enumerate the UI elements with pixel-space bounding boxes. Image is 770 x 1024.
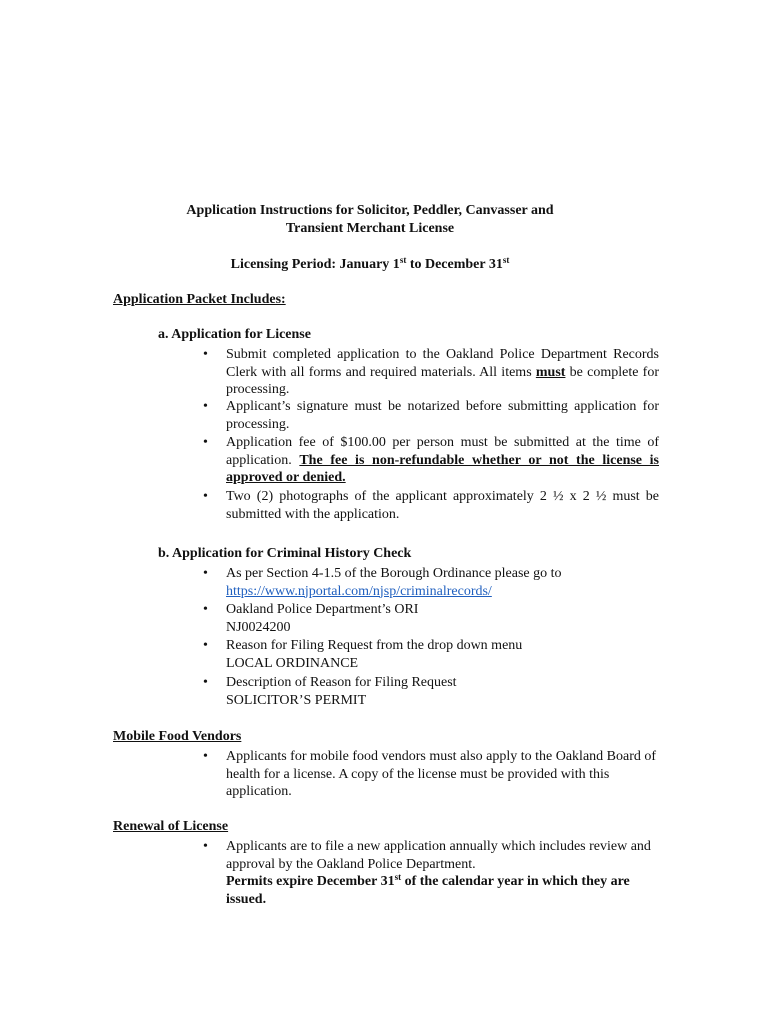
list-item (203, 488, 659, 523)
list-item-text: Two (2) photographs of the applicant approximately 2 ½ x 2 ½ must be submitted with the application. (226, 489, 659, 522)
section-b-title: b. Application for Criminal History Check (158, 546, 412, 561)
list-item-text: As per Section 4-1.5 of the Borough Ordinance please go to (226, 566, 562, 581)
permit-expiry-sup: st (394, 872, 402, 882)
document-title-line-2: Transient Merchant License (285, 221, 455, 236)
packet-heading: Application Packet Includes: (113, 292, 286, 307)
bullet-icon: • (203, 839, 208, 854)
criminal-records-link[interactable]: https://www.njportal.com/njsp/criminalrecords/ (226, 583, 492, 599)
mobile-vendors-list (203, 748, 659, 801)
list-item (203, 346, 659, 398)
list-item-text: Reason for Filing Request from the drop down menu (226, 638, 523, 653)
mobile-vendors-heading: Mobile Food Vendors (113, 729, 242, 744)
bullet-icon: • (203, 602, 208, 617)
section-a-list (203, 346, 659, 523)
list-item (203, 601, 659, 637)
bullet-icon: • (203, 399, 208, 414)
section-a-title: a. Application for License (158, 327, 311, 342)
list-item (203, 398, 659, 434)
bullet-icon: • (203, 435, 208, 450)
section-b-list (203, 565, 659, 709)
renewal-heading: Renewal of License (113, 819, 229, 834)
ori-value: NJ0024200 (226, 619, 291, 635)
permit-expiry-notice (226, 874, 630, 907)
list-item (203, 748, 659, 801)
list-item (203, 434, 659, 488)
list-item-text: Application fee of $100.00 per person must be submitted at the time of application. (226, 435, 659, 468)
list-item-text: Applicants are to file a new application annually which includes review and approval by the Oakland Police Department. (226, 839, 651, 872)
list-item-text: Submit completed application to the Oakland Police Department Records Clerk with all forms and required materials. All items (226, 347, 659, 380)
permit-expiry-suffix: of the calendar year in which they are issued. (226, 874, 630, 907)
list-item-emphasis: The fee is non-refundable whether or not the license is approved or denied. (226, 452, 659, 485)
list-item (203, 674, 659, 709)
licensing-period (0, 256, 740, 274)
list-item-tail: be complete for processing. (226, 364, 659, 397)
licensing-period-sup-1: st (399, 255, 407, 265)
licensing-period-prefix: Licensing Period: January 1 (230, 257, 400, 272)
licensing-period-middle: to December 31 (406, 257, 503, 272)
list-item-text: Description of Reason for Filing Request (226, 675, 457, 690)
renewal-list (203, 838, 659, 908)
list-item-text: Applicant’s signature must be notarized before submitting application for processing. (226, 399, 659, 432)
list-item-text: Oakland Police Department’s ORI (226, 602, 419, 617)
bullet-icon: • (203, 566, 208, 581)
filing-description-value: SOLICITOR’S PERMIT (226, 692, 367, 708)
list-item (203, 637, 659, 674)
bullet-icon: • (203, 347, 208, 362)
list-item-emphasis: must (535, 364, 566, 380)
bullet-icon: • (203, 749, 208, 764)
list-item (203, 565, 659, 601)
list-item-text: Applicants for mobile food vendors must also apply to the Oakland Board of health for a license. A copy of the license must be provided with this application. (226, 749, 657, 799)
list-item (203, 838, 659, 908)
permit-expiry-prefix: Permits expire December 31 (226, 874, 395, 889)
bullet-icon: • (203, 489, 208, 504)
bullet-icon: • (203, 675, 208, 690)
document-title-line-1: Application Instructions for Solicitor, Peddler, Canvasser and (186, 203, 554, 218)
filing-reason-value: LOCAL ORDINANCE (226, 655, 359, 671)
licensing-period-sup-2: st (502, 255, 510, 265)
bullet-icon: • (203, 638, 208, 653)
